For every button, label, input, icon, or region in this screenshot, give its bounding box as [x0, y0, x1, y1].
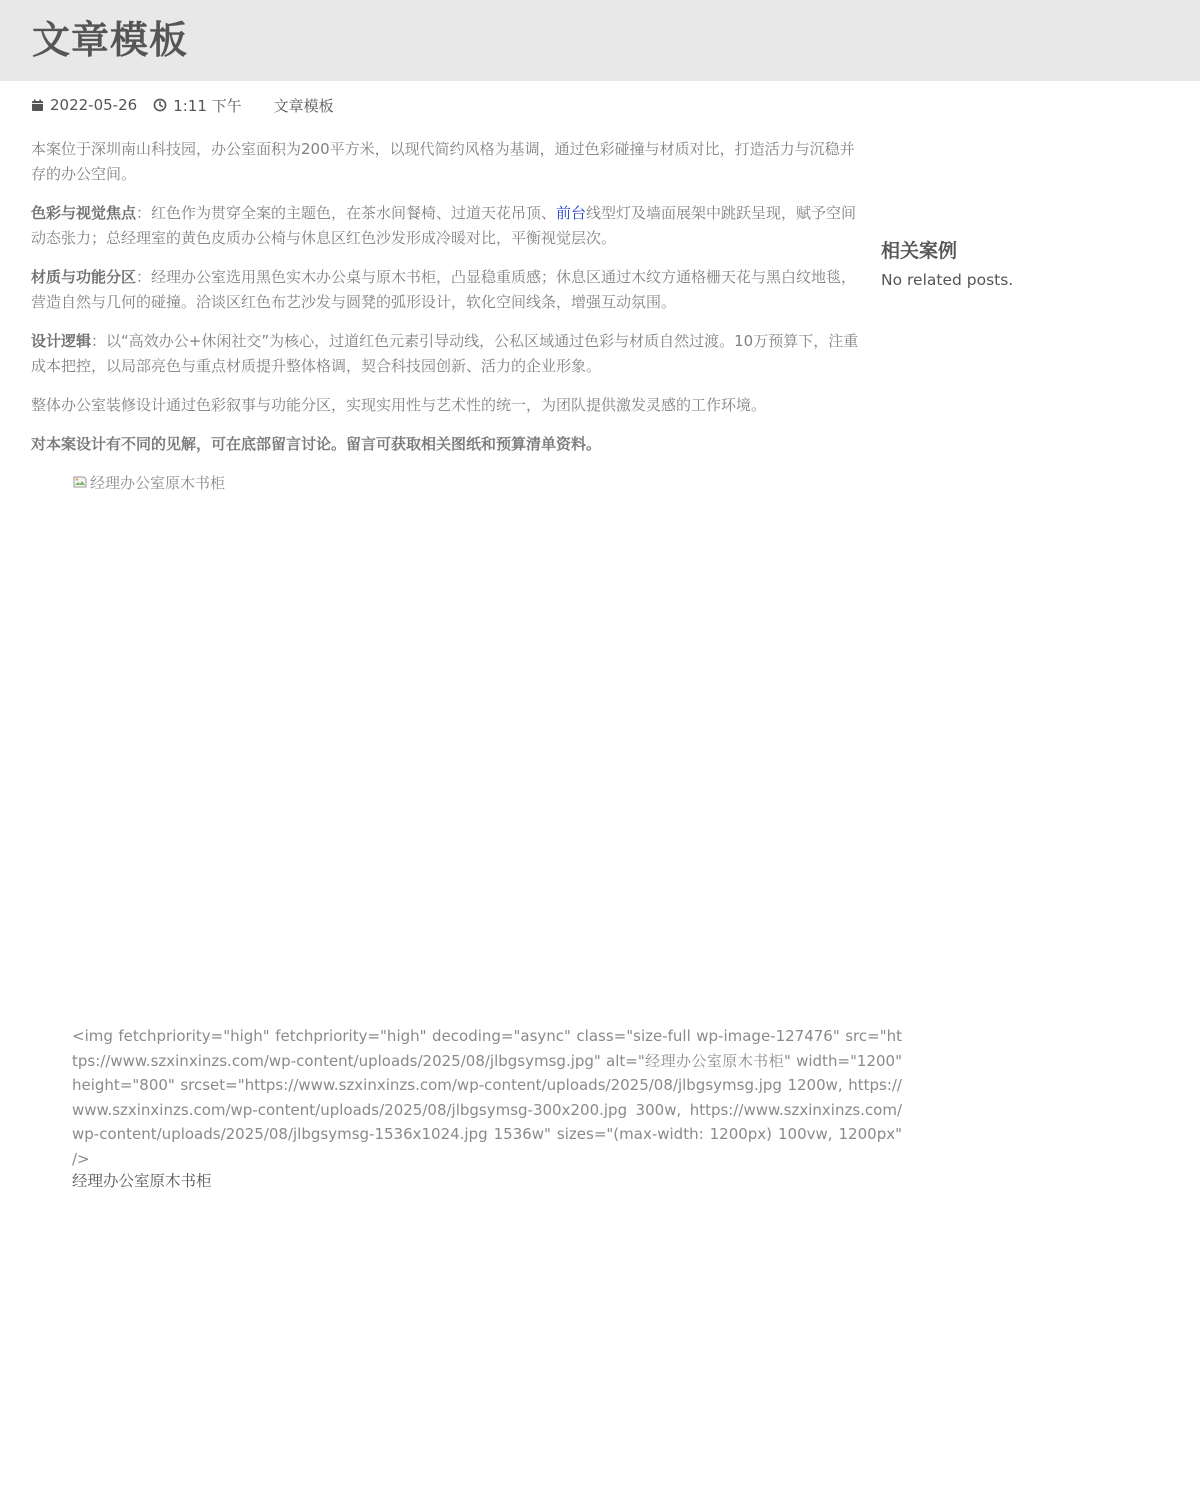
broken-image-alt: 经理办公室原木书柜 — [90, 473, 226, 492]
post-date-text: 2022-05-26 — [50, 96, 138, 114]
post-date — [31, 96, 137, 114]
raw-image-markup: <img fetchpriority="high" fetchpriority="high" decoding="async" class="size-full wp-image-127476" src="https://www.szxinxinzs.com/wp-content/uploads/2025/08/jlbgsymsg.jpg" alt="经理办公室原木书柜" width="1200" height="800" srcset="https://www.szxinxinzs.com/wp-content/uploads/2025/08/jlbgsymsg.jpg 1200w, https://www.szxinxinzs.com/wp-content/uploads/2025/08/jlbgsymsg-300x200.jpg 300w, https://www.szxinxinzs.com/wp-content/uploads/2025/08/jlbgsymsg-1536x1024.jpg 1536w" sizes="(max-width: 1200px) 100vw, 1200px" /> — [72, 1027, 902, 1168]
article-figure — [72, 470, 902, 494]
post-time-text: 1:11 下午 — [173, 96, 242, 115]
broken-image — [72, 470, 902, 494]
paragraph-text: ：红色作为贯穿全案的主题色，在茶水间餐椅、过道天花吊顶、 — [136, 204, 557, 222]
paragraph-text: ：以“高效办公+休闲社交”为核心，过道红色元素引导动线，公私区域通过色彩与材质自然过渡。10万预算下，注重成本把控，以局部亮色与重点材质提升整体格调，契合科技园创新、活力的企业形象。 — [31, 332, 859, 375]
article-paragraph-color — [31, 201, 866, 251]
related-cases-empty: No related posts. — [881, 271, 1014, 289]
front-desk-link[interactable]: 前台 — [556, 204, 587, 222]
article-paragraph-material — [31, 265, 866, 315]
post-category-link[interactable]: 文章模板 — [273, 96, 334, 115]
paragraph-text: ：经理办公室选用黑色实木办公桌与原木书柜，凸显稳重质感；休息区通过木纹方通格栅天花与黑白纹地毯，营造自然与几何的碰撞。洽谈区红色布艺沙发与圆凳的弧形设计，软化空间线条，增强互动氛围。 — [31, 268, 857, 311]
broken-image-icon — [72, 474, 88, 490]
clock-icon — [153, 98, 167, 112]
paragraph-text: 线型灯及墙面展架中跳跃呈现，赋予空间动态张力；总经理室的黄色皮质办公椅与休息区红色沙发形成冷暖对比，平衡视觉层次。 — [31, 204, 857, 247]
article-paragraph-logic — [31, 329, 866, 379]
page-title: 文章模板 — [32, 18, 189, 62]
page-header — [0, 0, 1200, 81]
related-cases-title: 相关案例 — [881, 240, 958, 262]
sidebar — [881, 237, 1171, 292]
paragraph-label: 色彩与视觉焦点 — [31, 204, 137, 222]
article-content — [31, 137, 866, 471]
paragraph-label: 设计逻辑 — [31, 332, 92, 350]
calendar-icon — [31, 99, 44, 112]
article-intro: 本案位于深圳南山科技园，办公室面积为200平方米，以现代简约风格为基调，通过色彩碰撞与材质对比，打造活力与沉稳并存的办公空间。 — [31, 140, 855, 183]
post-meta — [31, 94, 334, 116]
post-time — [153, 95, 241, 116]
article-call-to-action: 对本案设计有不同的见解，可在底部留言讨论。留言可获取相关图纸和预算清单资料。 — [31, 435, 602, 453]
article-summary: 整体办公室装修设计通过色彩叙事与功能分区，实现实用性与艺术性的统一，为团队提供激发灵感的工作环境。 — [31, 396, 767, 414]
figure-caption: 经理办公室原木书柜 — [72, 1172, 212, 1190]
paragraph-label: 材质与功能分区 — [31, 268, 137, 286]
